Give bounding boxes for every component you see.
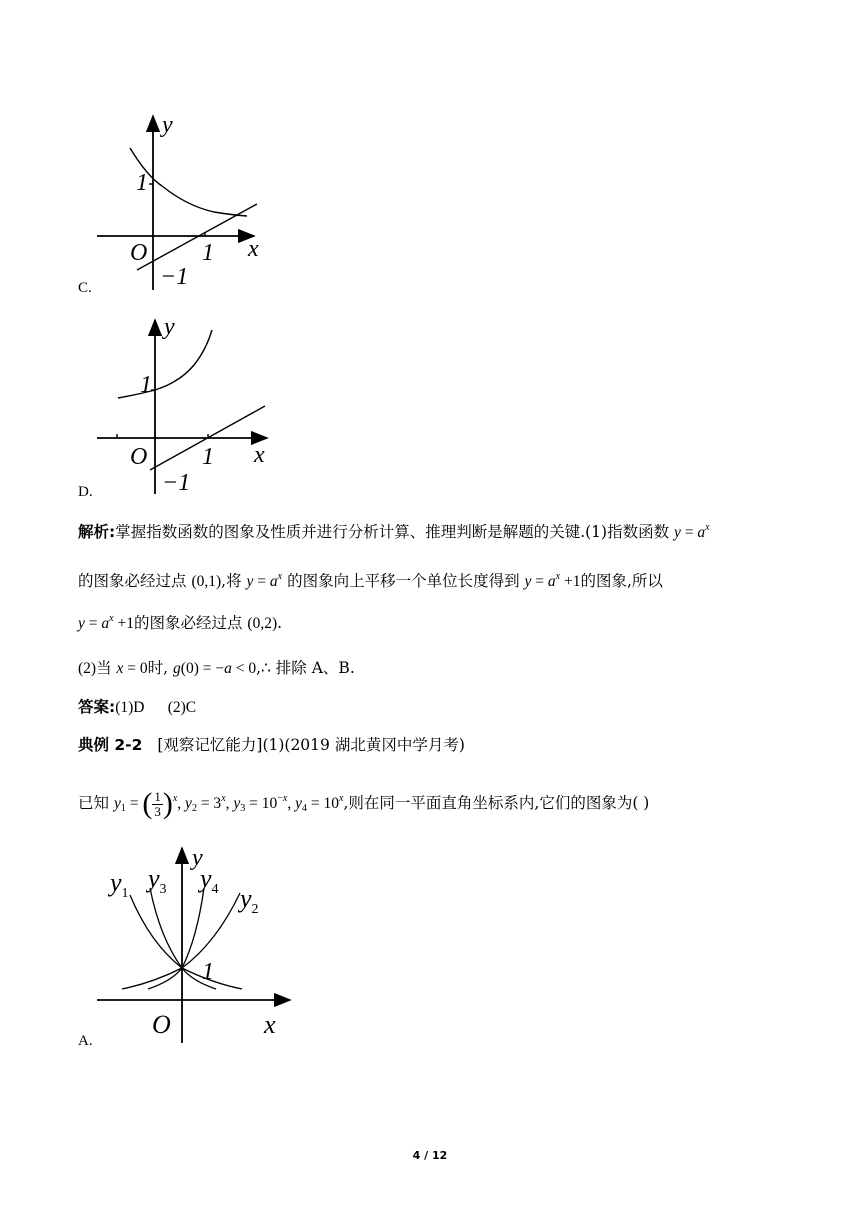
neg-one-label: −1 — [160, 264, 189, 290]
one-x-label: 1 — [202, 240, 214, 266]
analysis-line-4: (2)当 x = 0时, g(0) = −a < 0,∴ 排除 A、B. — [78, 659, 355, 677]
analysis-line-1: 解析:掌握指数函数的图象及性质并进行分析计算、推理判断是解题的关键.(1)指数函数 $y = a^x$ — [78, 522, 710, 541]
origin-label: O — [130, 240, 148, 266]
option-c-label: C. — [78, 280, 92, 296]
y-label: y — [164, 314, 175, 340]
analysis-line-3: $y = a^x +1$的图象必经过点 (0,2). — [78, 613, 283, 632]
answer-line: 答案:(1)D (2)C — [78, 698, 197, 716]
answer-label: 答案: — [78, 698, 116, 716]
x-label: x — [248, 236, 259, 262]
origin-label: O — [130, 444, 148, 470]
curve-y1 — [130, 895, 242, 989]
x-label: x — [264, 1010, 276, 1039]
page-number: 4 / 12 — [412, 1149, 448, 1162]
exp-growth-curve — [118, 330, 212, 398]
x-label: x — [254, 442, 265, 468]
linear-line — [137, 204, 257, 270]
label-y2: $y_2$ — [240, 884, 259, 917]
origin-label: O — [152, 1010, 171, 1039]
curve-y2 — [122, 893, 240, 989]
graph-d — [92, 310, 274, 500]
y-label: y — [192, 845, 203, 871]
label-y3: $y_3$ — [148, 864, 167, 897]
example-label: 典例 2-2 — [78, 736, 143, 754]
one-label: 1 — [202, 959, 214, 985]
graph-c — [92, 108, 272, 296]
y-label: y — [162, 112, 173, 138]
option-d-label: D. — [78, 484, 93, 500]
label-y4: $y_4$ — [200, 864, 219, 897]
option-a-label: A. — [78, 1033, 93, 1049]
analysis-line-2: 的图象必经过点 (0,1),将 $y = a^x$ 的图象向上平移一个单位长度得到 $y = a^x +1$的图象,所以 — [78, 571, 663, 590]
one-y-label: 1 — [140, 372, 152, 398]
graph-a — [92, 843, 297, 1048]
example-heading: 典例 2-2 [观察记忆能力](1)(2019 湖北黄冈中学月考) — [78, 736, 465, 754]
neg-one-label: −1 — [162, 470, 191, 496]
question-line: 已知 $y_1$ = ( $\frac{1}{3}$ )$^x$, $y_2 = 3^x$, $y_3 = 10^{-x}$, $y_4 = 10^x$,则在同一平面直角坐标系内,它们的图象为( ) — [78, 787, 650, 820]
one-y-label: 1 — [136, 170, 148, 196]
analysis-label: 解析: — [78, 523, 116, 541]
one-x-label: 1 — [202, 444, 214, 470]
label-y1: $y_1$ — [110, 868, 129, 901]
